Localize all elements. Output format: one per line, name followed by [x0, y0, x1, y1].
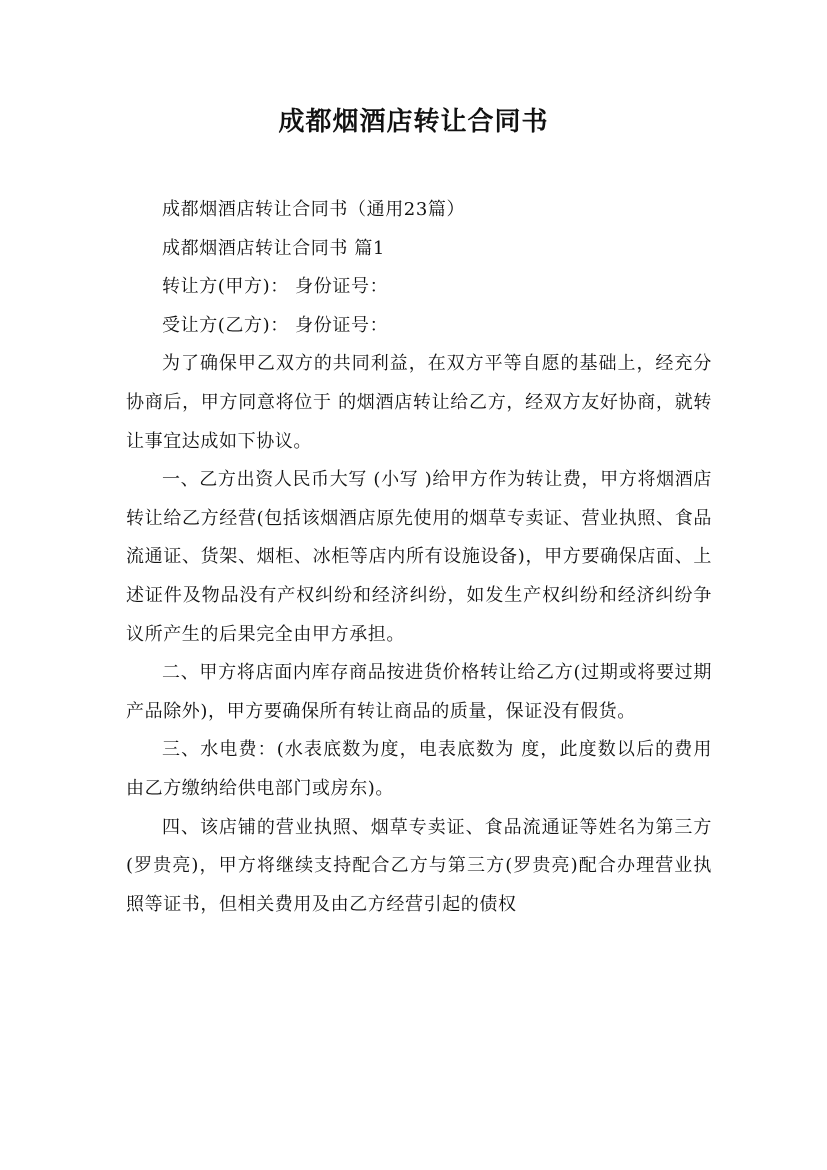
- paragraph-party-a: 转让方(甲方)： 身份证号：: [162, 276, 389, 298]
- document-body: [126, 191, 712, 924]
- paragraph-clause-3: 三、水电费：(水表底数为度，电表底数为 度，此度数以后的费用由乙方缴纳给供电部门或房东)。: [126, 739, 712, 799]
- paragraph-clause-2: 二、甲方将店面内库存商品按进货价格转让给乙方(过期或将要过期产品除外)，甲方要确保所有转让商品的质量，保证没有假货。: [126, 662, 712, 722]
- paragraph-clause-4: 四、该店铺的营业执照、烟草专卖证、食品流通证等姓名为第三方(罗贵亮)，甲方将继续支持配合乙方与第三方(罗贵亮)配合办理营业执照等证书，但相关费用及由乙方经营引起的债权: [126, 816, 712, 915]
- paragraph-subtitle: 成都烟酒店转让合同书（通用23篇）: [162, 199, 466, 220]
- paragraph-party-b: 受让方(乙方)： 身份证号：: [162, 314, 389, 336]
- paragraph-section-heading: 成都烟酒店转让合同书 篇1: [162, 237, 385, 259]
- document-title: 成都烟酒店转让合同书: [278, 107, 549, 137]
- paragraph-preamble: 为了确保甲乙双方的共同利益，在双方平等自愿的基础上，经充分协商后，甲方同意将位于 的烟酒店转让给乙方，经双方友好协商，就转让事宜达成如下协议。: [126, 353, 712, 452]
- paragraph-clause-1: 一、乙方出资人民币大写 (小写 )给甲方作为转让费，甲方将烟酒店转让给乙方经营(包括该烟酒店原先使用的烟草专卖证、营业执照、食品流通证、货架、烟柜、冰柜等店内所有设施设备)，甲方要确保店面、上述证件及物品没有产权纠纷和经济纠纷，如发生产权纠纷和经济纠纷争议所产生的后果完全由甲方承担。: [126, 469, 712, 645]
